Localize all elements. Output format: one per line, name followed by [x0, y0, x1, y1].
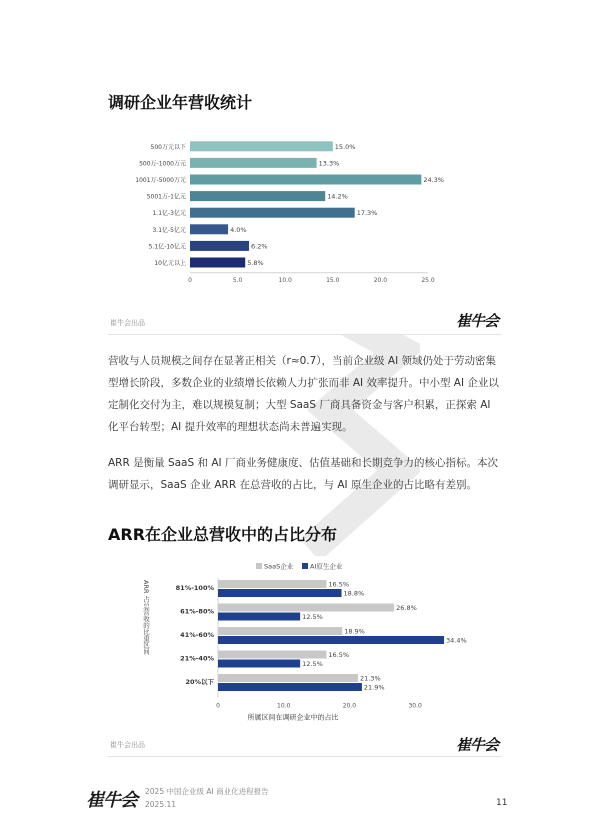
- value-label: 18.8%: [343, 589, 365, 598]
- category-label: 3.1亿-5亿元: [152, 226, 186, 234]
- value-label: 21.9%: [363, 683, 385, 692]
- revenue-bar-chart: [108, 130, 502, 302]
- category-label: 1001万-5000万元: [135, 177, 186, 184]
- value-label: 14.2%: [327, 192, 348, 201]
- chart2-title: ARR在企业总营收中的占比分布: [108, 525, 338, 544]
- value-label: 18.9%: [344, 627, 365, 636]
- category-label: 500万元以下: [150, 143, 186, 151]
- value-label: 16.5%: [328, 651, 350, 659]
- value-label: 13.3%: [318, 159, 340, 168]
- paragraph-1: 营收与人员规模之间存在显著正相关（r≈0.7），当前企业级 AI 领域仍处于劳动密集型增长阶段，多数企业的业绩增长依赖人力扩张而非 AI 效率提升。中小型 AI 企业以定制化交付为主，难以规模复制；大型 SaaS 厂商具备资金与客户积累，正探索 AI 化平台转型；AI 提升效率的理想状态尚未普遍实现。: [108, 355, 499, 433]
- bar: [190, 191, 325, 201]
- x-tick-label: 20.0: [342, 702, 357, 710]
- value-label: 12.5%: [302, 613, 323, 621]
- legend-label: SaaS企业: [264, 562, 294, 571]
- arr-share-bar-chart: [108, 556, 502, 724]
- value-label: 6.2%: [251, 242, 268, 251]
- legend-swatch: [256, 563, 262, 569]
- chart2-card: [108, 556, 502, 757]
- bar: [218, 636, 444, 644]
- bar: [190, 224, 228, 234]
- value-label: 5.8%: [247, 259, 264, 267]
- footer-report-title: 2025 中国企业级 AI 商业化进程报告: [145, 787, 269, 796]
- bar: [190, 258, 245, 268]
- footer-brand-logo: 崔牛会: [86, 790, 137, 811]
- bar: [218, 660, 300, 668]
- chart2-source: 崔牛会出品: [110, 741, 145, 749]
- bar: [218, 651, 326, 659]
- chart1-title: 调研企业年营收统计: [108, 93, 253, 112]
- bar: [218, 589, 342, 597]
- value-label: 15.0%: [334, 142, 356, 151]
- x-tick-label: 0: [188, 276, 192, 284]
- category-label: 500万-1000万元: [139, 160, 186, 168]
- bar: [190, 141, 333, 151]
- category-label: 20%以下: [185, 678, 214, 686]
- footer-date: 2025.11: [145, 800, 177, 809]
- bar: [218, 683, 362, 691]
- x-tick-label: 25.0: [421, 276, 435, 284]
- category-label: 81%-100%: [175, 584, 214, 592]
- value-label: 4.0%: [230, 225, 247, 234]
- bar: [190, 241, 249, 251]
- chart2-brand-logo: 崔牛会: [455, 736, 498, 754]
- category-label: 21%-40%: [180, 654, 214, 663]
- x-tick-label: 15.0: [326, 276, 340, 284]
- category-label: 5.1亿-10亿元: [148, 243, 186, 251]
- legend-label: AI原生企业: [310, 562, 343, 571]
- chart1-source: 崔牛会出品: [110, 319, 145, 327]
- bar: [218, 604, 394, 612]
- value-label: 26.8%: [396, 604, 417, 612]
- value-label: 16.5%: [328, 580, 350, 589]
- category-label: 1.1亿-3亿元: [152, 210, 186, 218]
- bar: [218, 613, 300, 621]
- x-tick-label: 20.0: [373, 276, 388, 284]
- legend-swatch: [302, 563, 308, 569]
- value-label: 12.5%: [302, 660, 323, 668]
- x-tick-label: 30.0: [408, 702, 422, 710]
- x-tick-label: 5.0: [232, 276, 243, 284]
- x-tick-label: 0: [216, 702, 220, 710]
- bar: [190, 158, 317, 168]
- bar: [218, 580, 326, 588]
- bar: [190, 175, 421, 185]
- value-label: 24.3%: [423, 176, 444, 184]
- category-label: 61%-80%: [180, 607, 214, 616]
- chart1-brand-logo: 崔牛会: [455, 312, 498, 330]
- paragraph-2: ARR 是衡量 SaaS 和 AI 厂商业务健康度、估值基础和长期竞争力的核心指标。本次调研显示，SaaS 企业 ARR 在总营收的占比，与 AI 原生企业的占比略有差别。: [108, 457, 498, 491]
- bar: [218, 674, 358, 682]
- page-number: 11: [496, 798, 508, 808]
- chart1-card: [108, 128, 502, 335]
- bar: [218, 627, 342, 635]
- value-label: 17.3%: [356, 209, 378, 218]
- x-tick-label: 10.0: [278, 276, 292, 284]
- value-label: 34.4%: [446, 636, 467, 645]
- bar: [190, 208, 355, 218]
- value-label: 21.3%: [359, 674, 381, 683]
- category-label: 10亿元以上: [154, 260, 186, 267]
- x-axis-label: 所属区间在调研企业中的占比: [247, 713, 339, 722]
- category-label: 5001万-1亿元: [146, 193, 186, 201]
- y-axis-label: ARR 占总营收的比重区间: [142, 580, 150, 655]
- x-tick-label: 10.0: [277, 702, 291, 710]
- category-label: 41%-60%: [180, 631, 214, 639]
